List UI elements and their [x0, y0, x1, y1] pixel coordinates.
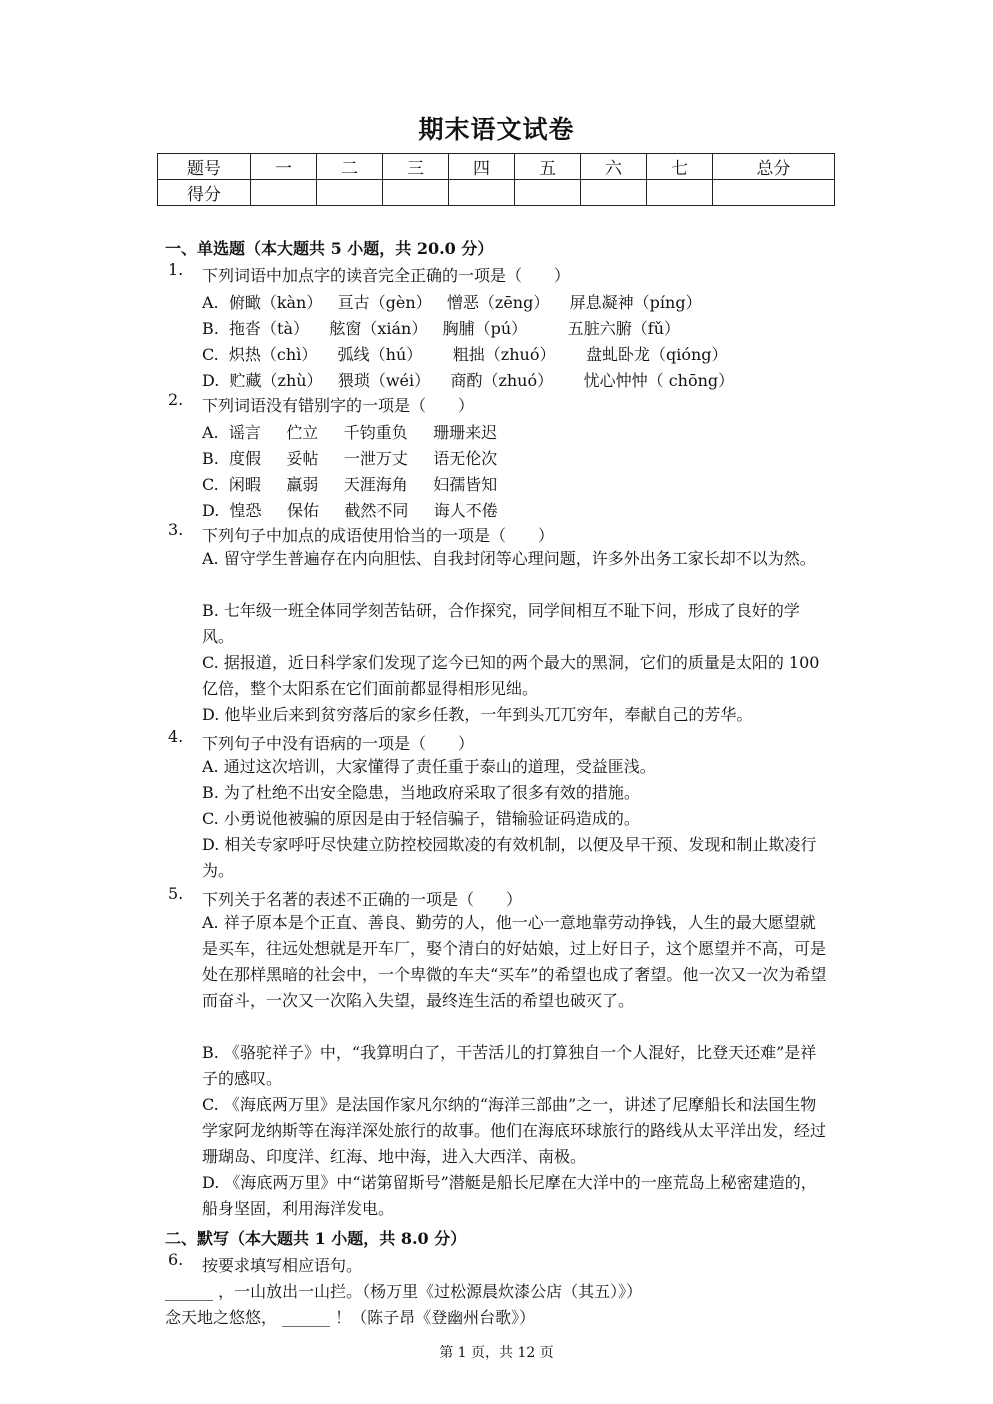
- question-stem: 下列句子中没有语病的一项是（ ）: [202, 734, 475, 753]
- row-label-cell: 得分: [158, 180, 251, 206]
- question-number: 3.: [168, 520, 184, 539]
- header-cell: 六: [581, 154, 647, 180]
- option-a: A. 留守学生普遍存在内向胆怯、自我封闭等心理问题，许多外出务工家长却不以为然。: [202, 549, 816, 568]
- section-heading: 一、单选题（本大题共 5 小题，共 20.0 分）: [165, 239, 494, 258]
- option-c: C. 闲暇 羸弱 天涯海角 妇孺皆知: [202, 475, 498, 494]
- score-cell: [581, 180, 647, 206]
- score-cell: [515, 180, 581, 206]
- header-cell: 五: [515, 154, 581, 180]
- header-cell: 一: [251, 154, 317, 180]
- option-d: D. 他毕业后来到贫穷落后的家乡任教，一年到头兀兀穷年，奉献自己的芳华。: [202, 705, 753, 724]
- option-d: D. 相关专家呼吁尽快建立防控校园欺凌的有效机制，以便及早干预、发现和制止欺凌行为。: [202, 835, 817, 880]
- header-cell: 总分: [713, 154, 835, 180]
- score-table: [157, 153, 835, 206]
- question-stem: 下列词语中加点字的读音完全正确的一项是（ ）: [202, 266, 571, 285]
- page-footer: 第 1 页，共 12 页: [439, 1345, 554, 1361]
- option-c: C. 小勇说他被骗的原因是由于轻信骗子，错输验证码造成的。: [202, 809, 640, 828]
- option-b: B. 为了杜绝不出安全隐患，当地政府采取了很多有效的措施。: [202, 783, 640, 802]
- header-cell: 四: [449, 154, 515, 180]
- question-number: 2.: [168, 390, 184, 409]
- option-c: C. 据报道，近日科学家们发现了迄今已知的两个最大的黑洞，它们的质量是太阳的 100 亿倍，整个太阳系在它们面前都显得相形见绌。: [202, 653, 820, 698]
- option-a: A. 祥子原本是个正直、善良、勤劳的人，他一心一意地靠劳动挣钱，人生的最大愿望就是买车，往远处想就是开车厂，娶个清白的好姑娘，过上好日子，这个愿望并不高，可是处在那样黑暗的社会中，一个卑微的车夫“买车”的希望也成了奢望。他一次又一次为希望而奋斗，一次又一次陷入失望，最终连生活的希望也破灭了。: [202, 913, 827, 1010]
- score-cell: [383, 180, 449, 206]
- score-cell: [647, 180, 713, 206]
- header-cell: 七: [647, 154, 713, 180]
- option-d: D. 《海底两万里》中“诺第留斯号”潜艇是船长尼摩在大洋中的一座荒岛上秘密建造的，船身坚固，利用海洋发电。: [202, 1173, 817, 1218]
- section-heading: 二、默写（本大题共 1 小题，共 8.0 分）: [165, 1229, 467, 1248]
- option-d: D. 惶恐 保佑 截然不同 诲人不倦: [202, 501, 498, 520]
- option-d: D. 贮藏（zhù） 猥琐（wéi） 商酌（zhuó） 忧心忡忡（ chōng）: [202, 371, 735, 390]
- option-b: B. 拖沓（tà） 舷窗（xián） 胸脯（pú） 五脏六腑（fǔ）: [202, 319, 681, 338]
- question-stem: 下列关于名著的表述不正确的一项是（ ）: [202, 890, 523, 909]
- question-stem: 下列句子中加点的成语使用恰当的一项是（ ）: [202, 526, 555, 545]
- option-a: A. 谣言 伫立 千钧重负 珊珊来迟: [202, 423, 498, 442]
- option-b: B. 《骆驼祥子》中，“我算明白了，干苦活儿的打算独自一个人混好，比登天还难”是祥子的感叹。: [202, 1043, 817, 1088]
- score-cell: [251, 180, 317, 206]
- fill-blank-line: 念天地之悠悠， ______ ！（陈子昂《登幽州台歌》）: [165, 1308, 536, 1327]
- header-cell: 二: [317, 154, 383, 180]
- option-a: A. 通过这次培训，大家懂得了责任重于泰山的道理，受益匪浅。: [202, 757, 656, 776]
- header-cell: 题号: [158, 154, 251, 180]
- score-cell: [449, 180, 515, 206]
- header-cell: 三: [383, 154, 449, 180]
- score-cell: [317, 180, 383, 206]
- fill-blank-line: ______ ，一山放出一山拦。（杨万里《过松源晨炊漆公店（其五）》）: [165, 1282, 643, 1301]
- option-b: B. 七年级一班全体同学刻苦钻研，合作探究，同学间相互不耻下问，形成了良好的学风。: [202, 601, 800, 646]
- question-number: 5.: [168, 884, 184, 903]
- score-table-header-row: [158, 154, 835, 180]
- score-table-score-row: [158, 180, 835, 206]
- question-number: 4.: [168, 727, 184, 746]
- question-number: 6.: [168, 1250, 184, 1269]
- question-number: 1.: [168, 260, 184, 279]
- option-c: C. 《海底两万里》是法国作家凡尔纳的“海洋三部曲”之一，讲述了尼摩船长和法国生物学家阿龙纳斯等在海洋深处旅行的故事。他们在海底环球旅行的路线从太平洋出发，经过珊瑚岛、印度洋、红海、地中海，进入大西洋、南极。: [202, 1095, 827, 1166]
- question-stem: 下列词语没有错别字的一项是（ ）: [202, 396, 475, 415]
- exam-title: 期末语文试卷: [418, 115, 575, 144]
- option-a: A. 俯瞰（kàn） 亘古（gèn） 憎恶（zēng） 屏息凝神（píng）: [202, 293, 702, 312]
- option-c: C. 炽热（chì） 弧线（hú） 粗拙（zhuó） 盘虬卧龙（qióng）: [202, 345, 728, 364]
- question-stem: 按要求填写相应语句。: [202, 1256, 363, 1275]
- option-b: B. 度假 妥帖 一泄万丈 语无伦次: [202, 449, 498, 468]
- score-cell: [713, 180, 835, 206]
